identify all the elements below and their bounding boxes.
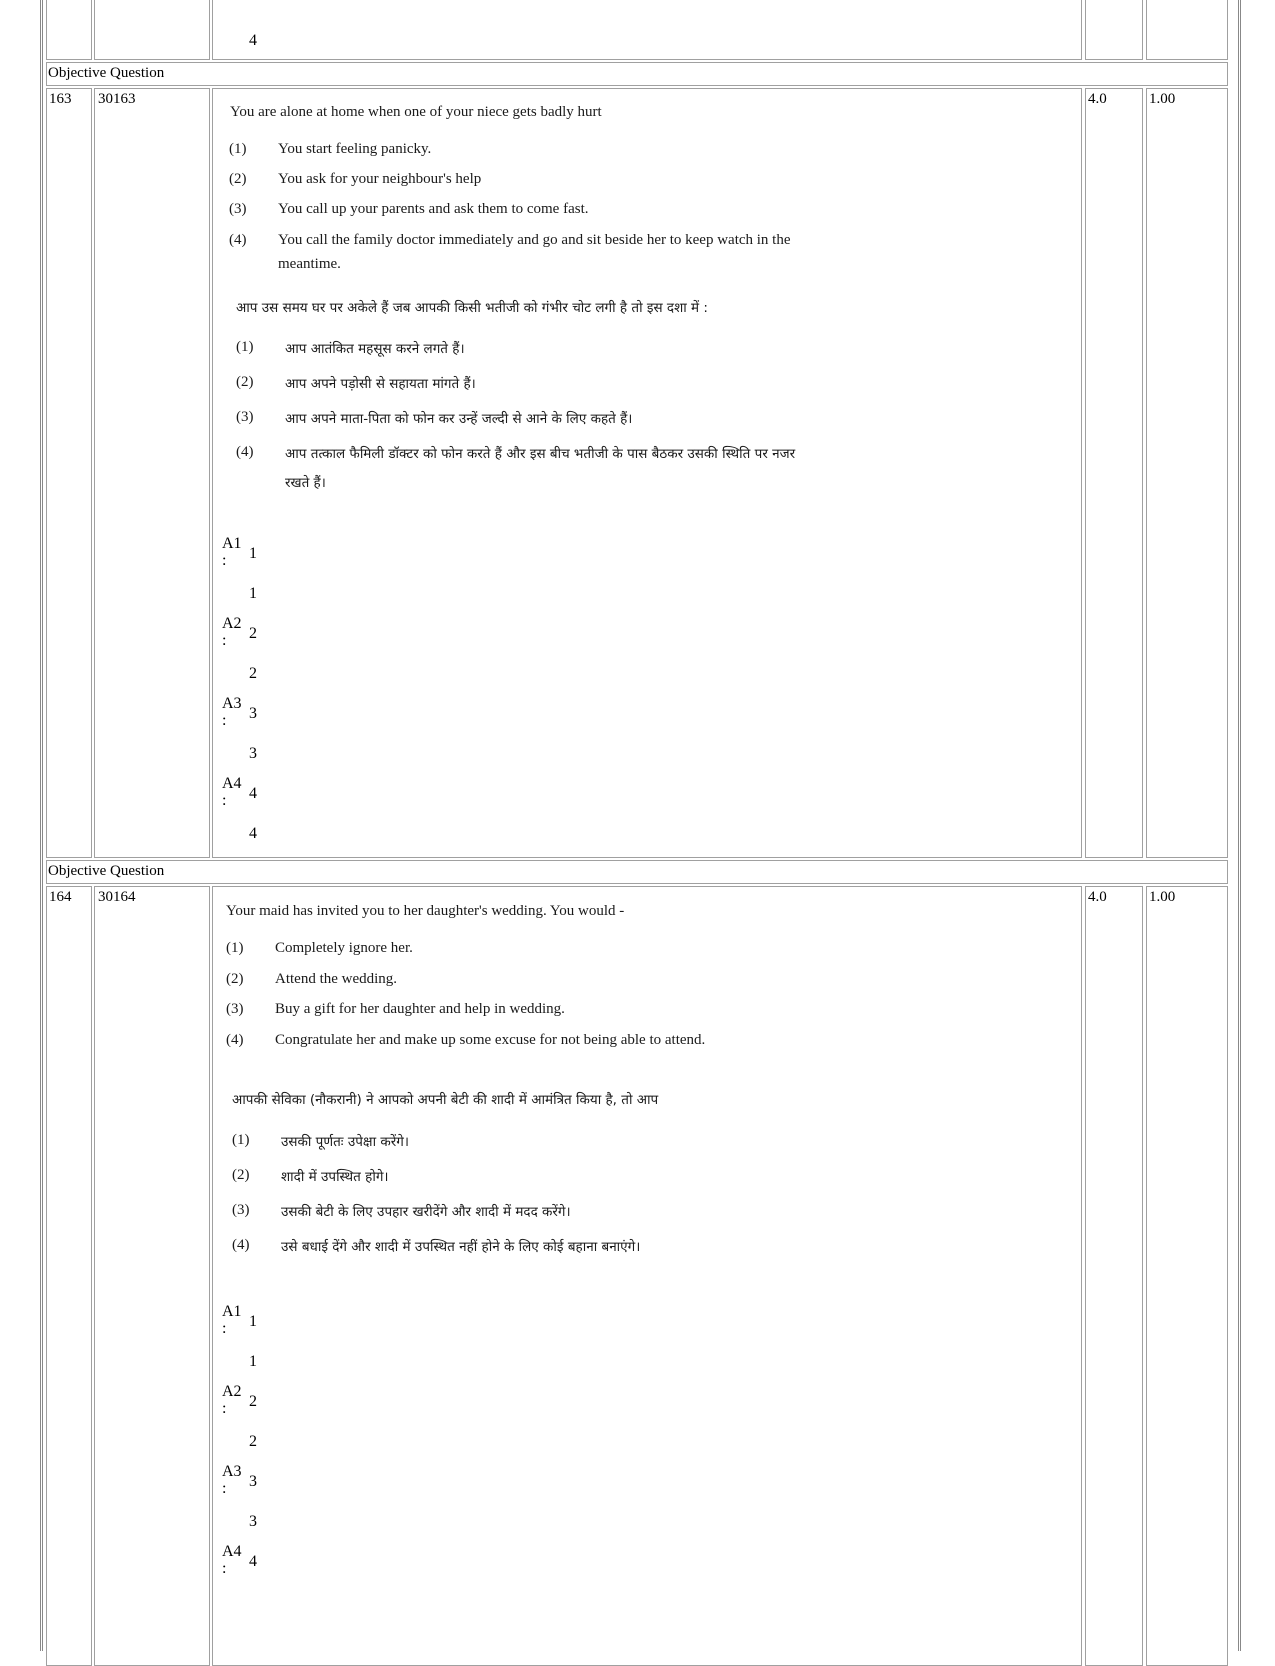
page-right-border — [1238, 0, 1241, 1651]
option-text-hi: आप अपने माता-पिता को फोन कर उन्हें जल्दी से आने के लिए कहते हैं। — [285, 411, 633, 427]
answer-text: 4 — [249, 825, 257, 842]
answer-separator: : — [222, 1320, 227, 1337]
option-text-en: You start feeling panicky. — [278, 141, 432, 157]
answer-separator: : — [222, 552, 227, 569]
option-text-hi: उसे बधाई देंगे और शादी में उपस्थित नहीं होने के लिए कोई बहाना बनाएंगे। — [281, 1239, 641, 1255]
option-number: (3) — [229, 201, 247, 217]
answer-value: 3 — [249, 1473, 257, 1490]
page-left-border — [40, 0, 43, 1651]
answer-text: 3 — [249, 1513, 257, 1530]
question-id: 30163 — [98, 91, 136, 107]
option-number: (1) — [232, 1132, 250, 1148]
answer-text: 3 — [249, 745, 257, 762]
prev-number-cell — [46, 0, 92, 60]
option-number: (2) — [236, 374, 254, 390]
answer-label: A3 — [222, 695, 242, 712]
option-text-hi: शादी में उपस्थित होगे। — [281, 1169, 389, 1185]
prev-answer-value: 4 — [249, 32, 257, 49]
option-text-hi: रखते हैं। — [285, 475, 326, 491]
question-id-cell — [94, 886, 210, 1666]
option-text-en: You call up your parents and ask them to come fast. — [278, 201, 589, 217]
option-text-hi: उसकी बेटी के लिए उपहार खरीदेंगे और शादी में मदद करेंगे। — [281, 1204, 571, 1220]
option-number: (1) — [236, 339, 254, 355]
option-number: (3) — [226, 1001, 244, 1017]
option-number: (4) — [229, 232, 247, 248]
prev-question-cell — [212, 0, 1082, 60]
answer-label: A1 — [222, 535, 242, 552]
answer-label: A3 — [222, 1463, 242, 1480]
section-label: Objective Question — [48, 863, 165, 879]
marks-cell — [1085, 886, 1143, 1666]
answer-value: 3 — [249, 705, 257, 722]
option-text-hi: आप आतंकित महसूस करने लगते हैं। — [285, 341, 465, 357]
answer-label: A1 — [222, 1303, 242, 1320]
option-text-en: meantime. — [278, 256, 341, 272]
question-stem-hi: आप उस समय घर पर अकेले हैं जब आपकी किसी भतीजी को गंभीर चोट लगी है तो इस दशा में : — [236, 300, 708, 316]
negative-marks-value: 1.00 — [1149, 91, 1176, 107]
answer-label: A2 — [222, 615, 242, 632]
option-text-hi: उसकी पूर्णतः उपेक्षा करेंगे। — [281, 1134, 409, 1150]
answer-text: 1 — [249, 585, 257, 602]
marks-cell — [1085, 88, 1143, 858]
answer-separator: : — [222, 792, 227, 809]
question-number: 163 — [49, 91, 72, 107]
prev-id-cell — [94, 0, 210, 60]
option-text-en: Congratulate her and make up some excuse for not being able to attend. — [275, 1032, 706, 1048]
question-number-cell — [46, 886, 92, 1666]
answer-separator: : — [222, 1480, 227, 1497]
option-number: (3) — [232, 1202, 250, 1218]
answer-separator: : — [222, 1400, 227, 1417]
option-number: (2) — [232, 1167, 250, 1183]
option-number: (3) — [236, 409, 254, 425]
question-id-cell — [94, 88, 210, 858]
question-number: 164 — [49, 889, 72, 905]
marks-value: 4.0 — [1088, 889, 1107, 905]
answer-text: 2 — [249, 665, 257, 682]
section-label: Objective Question — [48, 65, 165, 81]
option-number: (4) — [232, 1237, 250, 1253]
option-text-en: You ask for your neighbour's help — [278, 171, 482, 187]
option-number: (2) — [226, 971, 244, 987]
option-number: (1) — [229, 141, 247, 157]
question-id: 30164 — [98, 889, 136, 905]
negative-marks-cell — [1146, 88, 1228, 858]
section-label-row — [46, 62, 1228, 86]
answer-value: 4 — [249, 1553, 257, 1570]
option-text-en: Attend the wedding. — [275, 971, 398, 987]
answer-separator: : — [222, 712, 227, 729]
answer-label: A4 — [222, 1543, 242, 1560]
option-text-en: Buy a gift for her daughter and help in wedding. — [275, 1001, 565, 1017]
section-label-row — [46, 860, 1228, 884]
marks-value: 4.0 — [1088, 91, 1107, 107]
answer-value: 2 — [249, 625, 257, 642]
answer-value: 1 — [249, 1313, 257, 1330]
question-stem-en: Your maid has invited you to her daughter's wedding. You would - — [226, 903, 625, 919]
answer-value: 2 — [249, 1393, 257, 1410]
option-number: (4) — [236, 444, 254, 460]
option-number: (1) — [226, 940, 244, 956]
answer-separator: : — [222, 632, 227, 649]
answer-separator: : — [222, 1560, 227, 1577]
option-number: (4) — [226, 1032, 244, 1048]
option-text-en: You call the family doctor immediately and go and sit beside her to keep watch in the — [278, 232, 791, 248]
option-text-en: Completely ignore her. — [275, 940, 413, 956]
answer-label: A2 — [222, 1383, 242, 1400]
option-text-hi: आप तत्काल फैमिली डॉक्टर को फोन करते हैं और इस बीच भतीजी के पास बैठकर उसकी स्थिति पर नजर — [285, 446, 796, 462]
prev-marks-cell — [1085, 0, 1143, 60]
negative-marks-cell — [1146, 886, 1228, 1666]
answer-value: 4 — [249, 785, 257, 802]
prev-negative-cell — [1146, 0, 1228, 60]
option-text-hi: आप अपने पड़ोसी से सहायता मांगते हैं। — [285, 376, 476, 392]
answer-text: 1 — [249, 1353, 257, 1370]
answer-value: 1 — [249, 545, 257, 562]
answer-label: A4 — [222, 775, 242, 792]
question-stem-en: You are alone at home when one of your niece gets badly hurt — [230, 104, 602, 120]
negative-marks-value: 1.00 — [1149, 889, 1176, 905]
question-stem-hi: आपकी सेविका (नौकरानी) ने आपको अपनी बेटी की शादी में आमंत्रित किया है, तो आप — [232, 1092, 659, 1108]
answer-text: 2 — [249, 1433, 257, 1450]
question-number-cell — [46, 88, 92, 858]
option-number: (2) — [229, 171, 247, 187]
